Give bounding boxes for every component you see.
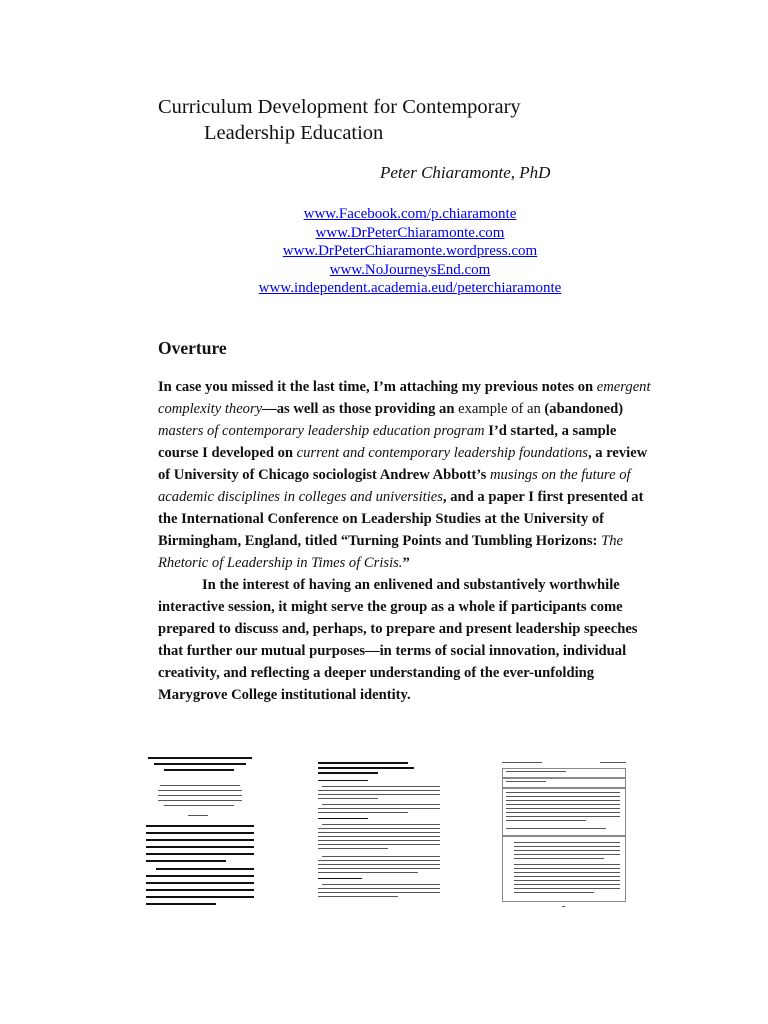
- link-nojourneysend[interactable]: www.NoJourneysEnd.com: [329, 261, 491, 278]
- document-title: [158, 94, 718, 146]
- paragraph-1: [158, 376, 658, 574]
- para1-plain-1: example of an: [458, 401, 541, 417]
- para1-italic-3: current and contemporary leadership foundations: [296, 445, 588, 461]
- thumbnail-page-3: [500, 760, 628, 910]
- link-website[interactable]: www.DrPeterChiaramonte.com: [315, 224, 505, 241]
- para1-text-7: ”: [402, 555, 410, 571]
- para1-text-2: —as well as those providing an: [262, 401, 459, 417]
- para1-text-6: , and a paper I first presented at the International Conference on Leadership Studies at the University of Birmingham, England, titled “Turning Points and Tumbling Horizons:: [158, 489, 644, 549]
- link-list: [160, 205, 660, 298]
- title-line-1: Curriculum Development for Contemporary: [158, 96, 521, 118]
- para1-text-5: , a review of University of Chicago sociologist Andrew Abbott’s: [158, 445, 648, 483]
- link-academia[interactable]: www.independent.academia.eud/peterchiaramonte: [258, 280, 562, 296]
- body-text: [158, 376, 658, 706]
- thumbnail-page-1: [144, 755, 256, 915]
- thumbnail-page-2: [318, 760, 442, 905]
- para1-italic-4: musings on the future of academic disciplines in colleges and universities: [158, 467, 631, 505]
- para1-text-3: (abandoned): [540, 401, 624, 417]
- section-heading: Overture: [158, 338, 227, 358]
- para1-italic-2: masters of contemporary leadership education program: [158, 423, 485, 439]
- title-line-2: Leadership Education: [204, 122, 384, 144]
- para1-italic-1: emergent complexity theory: [158, 379, 651, 417]
- link-facebook[interactable]: www.Facebook.com/p.chiaramonte: [303, 206, 517, 222]
- author-name: Peter Chiaramonte, PhD: [380, 163, 551, 182]
- para1-text-4: I’d started, a sample course I developed on: [158, 423, 617, 461]
- para1-italic-5: The Rhetoric of Leadership in Times of Crisis.: [158, 533, 623, 571]
- link-wordpress[interactable]: www.DrPeterChiaramonte.wordpress.com: [282, 243, 538, 259]
- paragraph-2: In the interest of having an enlivened and substantively worthwhile interactive session, it might serve the group as a whole if participants come prepared to discuss and, perhaps, to prepare and present leadership speeches that further our mutual purposes—in terms of social innovation, individual creativity, and reflecting a deeper understanding of the ever-unfolding Marygrove College institutional identity.: [158, 577, 638, 703]
- para1-text-1: In case you missed it the last time, I’m attaching my previous notes on: [158, 379, 597, 395]
